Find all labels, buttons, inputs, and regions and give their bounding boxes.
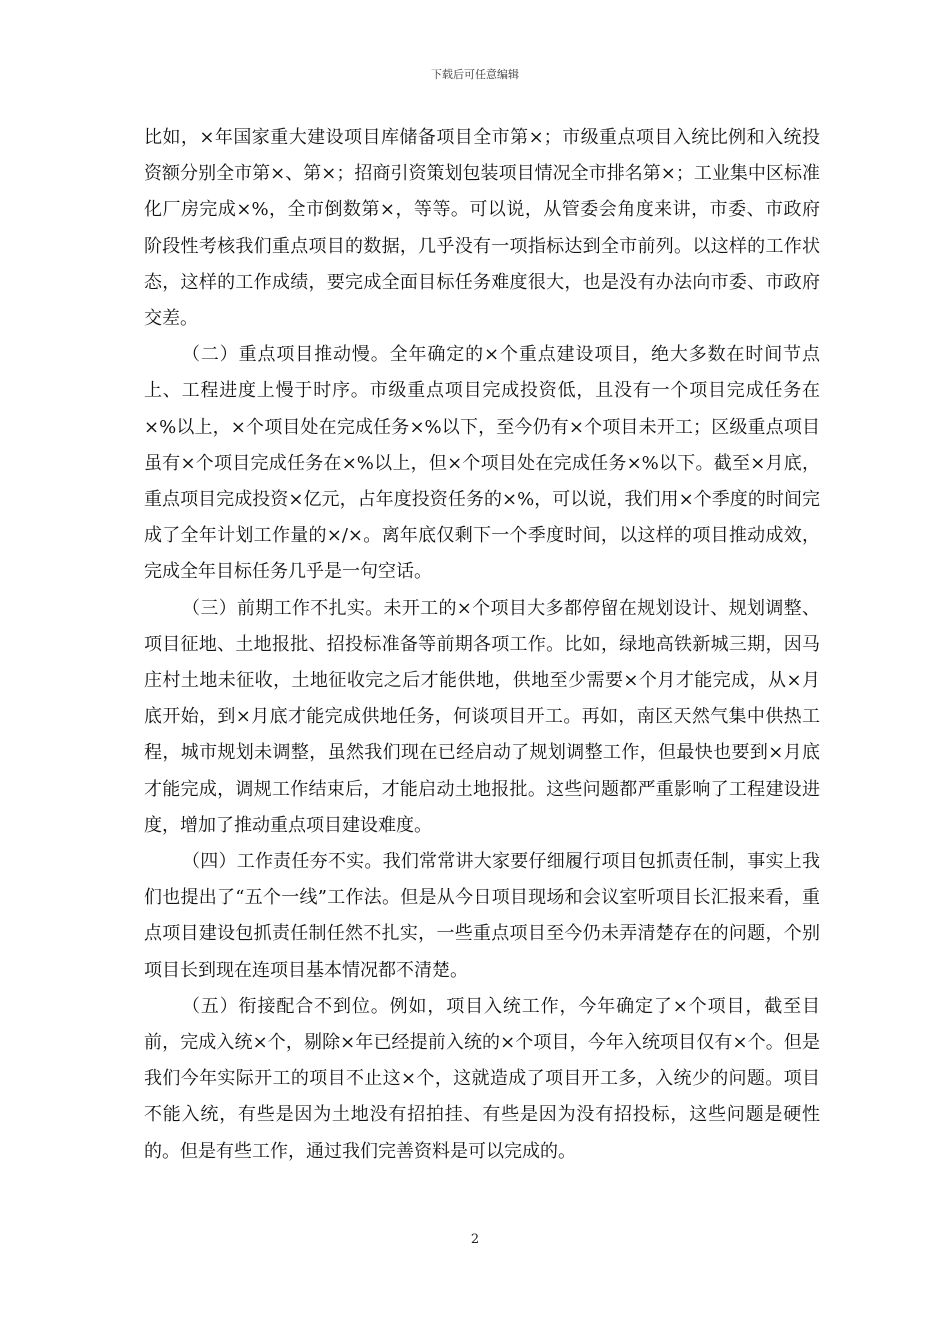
- document-body: [144, 120, 820, 1170]
- paragraph-continuation: 比如，×年国家重大建设项目库储备项目全市第×；市级重点项目入统比例和入统投资额分别全市第×、第×；招商引资策划包装项目情况全市排名第×；工业集中区标准化厂房完成×%，全市倒数第×，等等。可以说，从管委会角度来讲，市委、市政府阶段性考核我们重点项目的数据，几乎没有一项指标达到全市前列。以这样的工作状态，这样的工作成绩，要完成全面目标任务难度很大，也是没有办法向市委、市政府交差。: [144, 127, 820, 330]
- paragraph-section-2: （二）重点项目推动慢。全年确定的×个重点建设项目，绝大多数在时间节点上、工程进度上慢于时序。市级重点项目完成投资低，且没有一个项目完成任务在×%以上，×个项目处在完成任务×%以下，至今仍有×个项目未开工；区级重点项目虽有×个项目完成任务在×%以上，但×个项目处在完成任务×%以下。截至×月底，重点项目完成投资×亿元，占年度投资任务的×%，可以说，我们用×个季度的时间完成了全年计划工作量的×/×。离年底仅剩下一个季度时间，以这样的项目推动成效，完成全年目标任务几乎是一句空话。: [144, 344, 820, 583]
- paragraph-section-5: （五）衔接配合不到位。例如，项目入统工作，今年确定了×个项目，截至目前，完成入统×个，剔除×年已经提前入统的×个项目，今年入统项目仅有×个。但是我们今年实际开工的项目不止这×个，这就造成了项目开工多，入统少的问题。项目不能入统，有些是因为土地没有招拍挂、有些是因为没有招投标，这些问题是硬性的。但是有些工作，通过我们完善资料是可以完成的。: [144, 995, 820, 1162]
- page-header: 下载后可任意编辑: [431, 68, 519, 81]
- paragraph-section-4: （四）工作责任夯不实。我们常常讲大家要仔细履行项目包抓责任制，事实上我们也提出了“五个一线”工作法。但是从今日项目现场和会议室听项目长汇报来看，重点项目建设包抓责任制任然不扎实，一些重点项目至今仍未弄清楚存在的问题，个别项目长到现在连项目基本情况都不清楚。: [144, 851, 820, 981]
- paragraph-section-3: （三）前期工作不扎实。未开工的×个项目大多都停留在规划设计、规划调整、项目征地、土地报批、招投标准备等前期各项工作。比如，绿地高铁新城三期，因马庄村土地未征收，土地征收完之后才能供地，供地至少需要×个月才能完成，从×月底开始，到×月底才能完成供地任务，何谈项目开工。再如，南区天然气集中供热工程，城市规划未调整，虽然我们现在已经启动了规划调整工作，但最快也要到×月底才能完成，调规工作结束后，才能启动土地报批。这些问题都严重影响了工程建设进度，增加了推动重点项目建设难度。: [144, 597, 821, 836]
- page-number: 2: [470, 1232, 480, 1247]
